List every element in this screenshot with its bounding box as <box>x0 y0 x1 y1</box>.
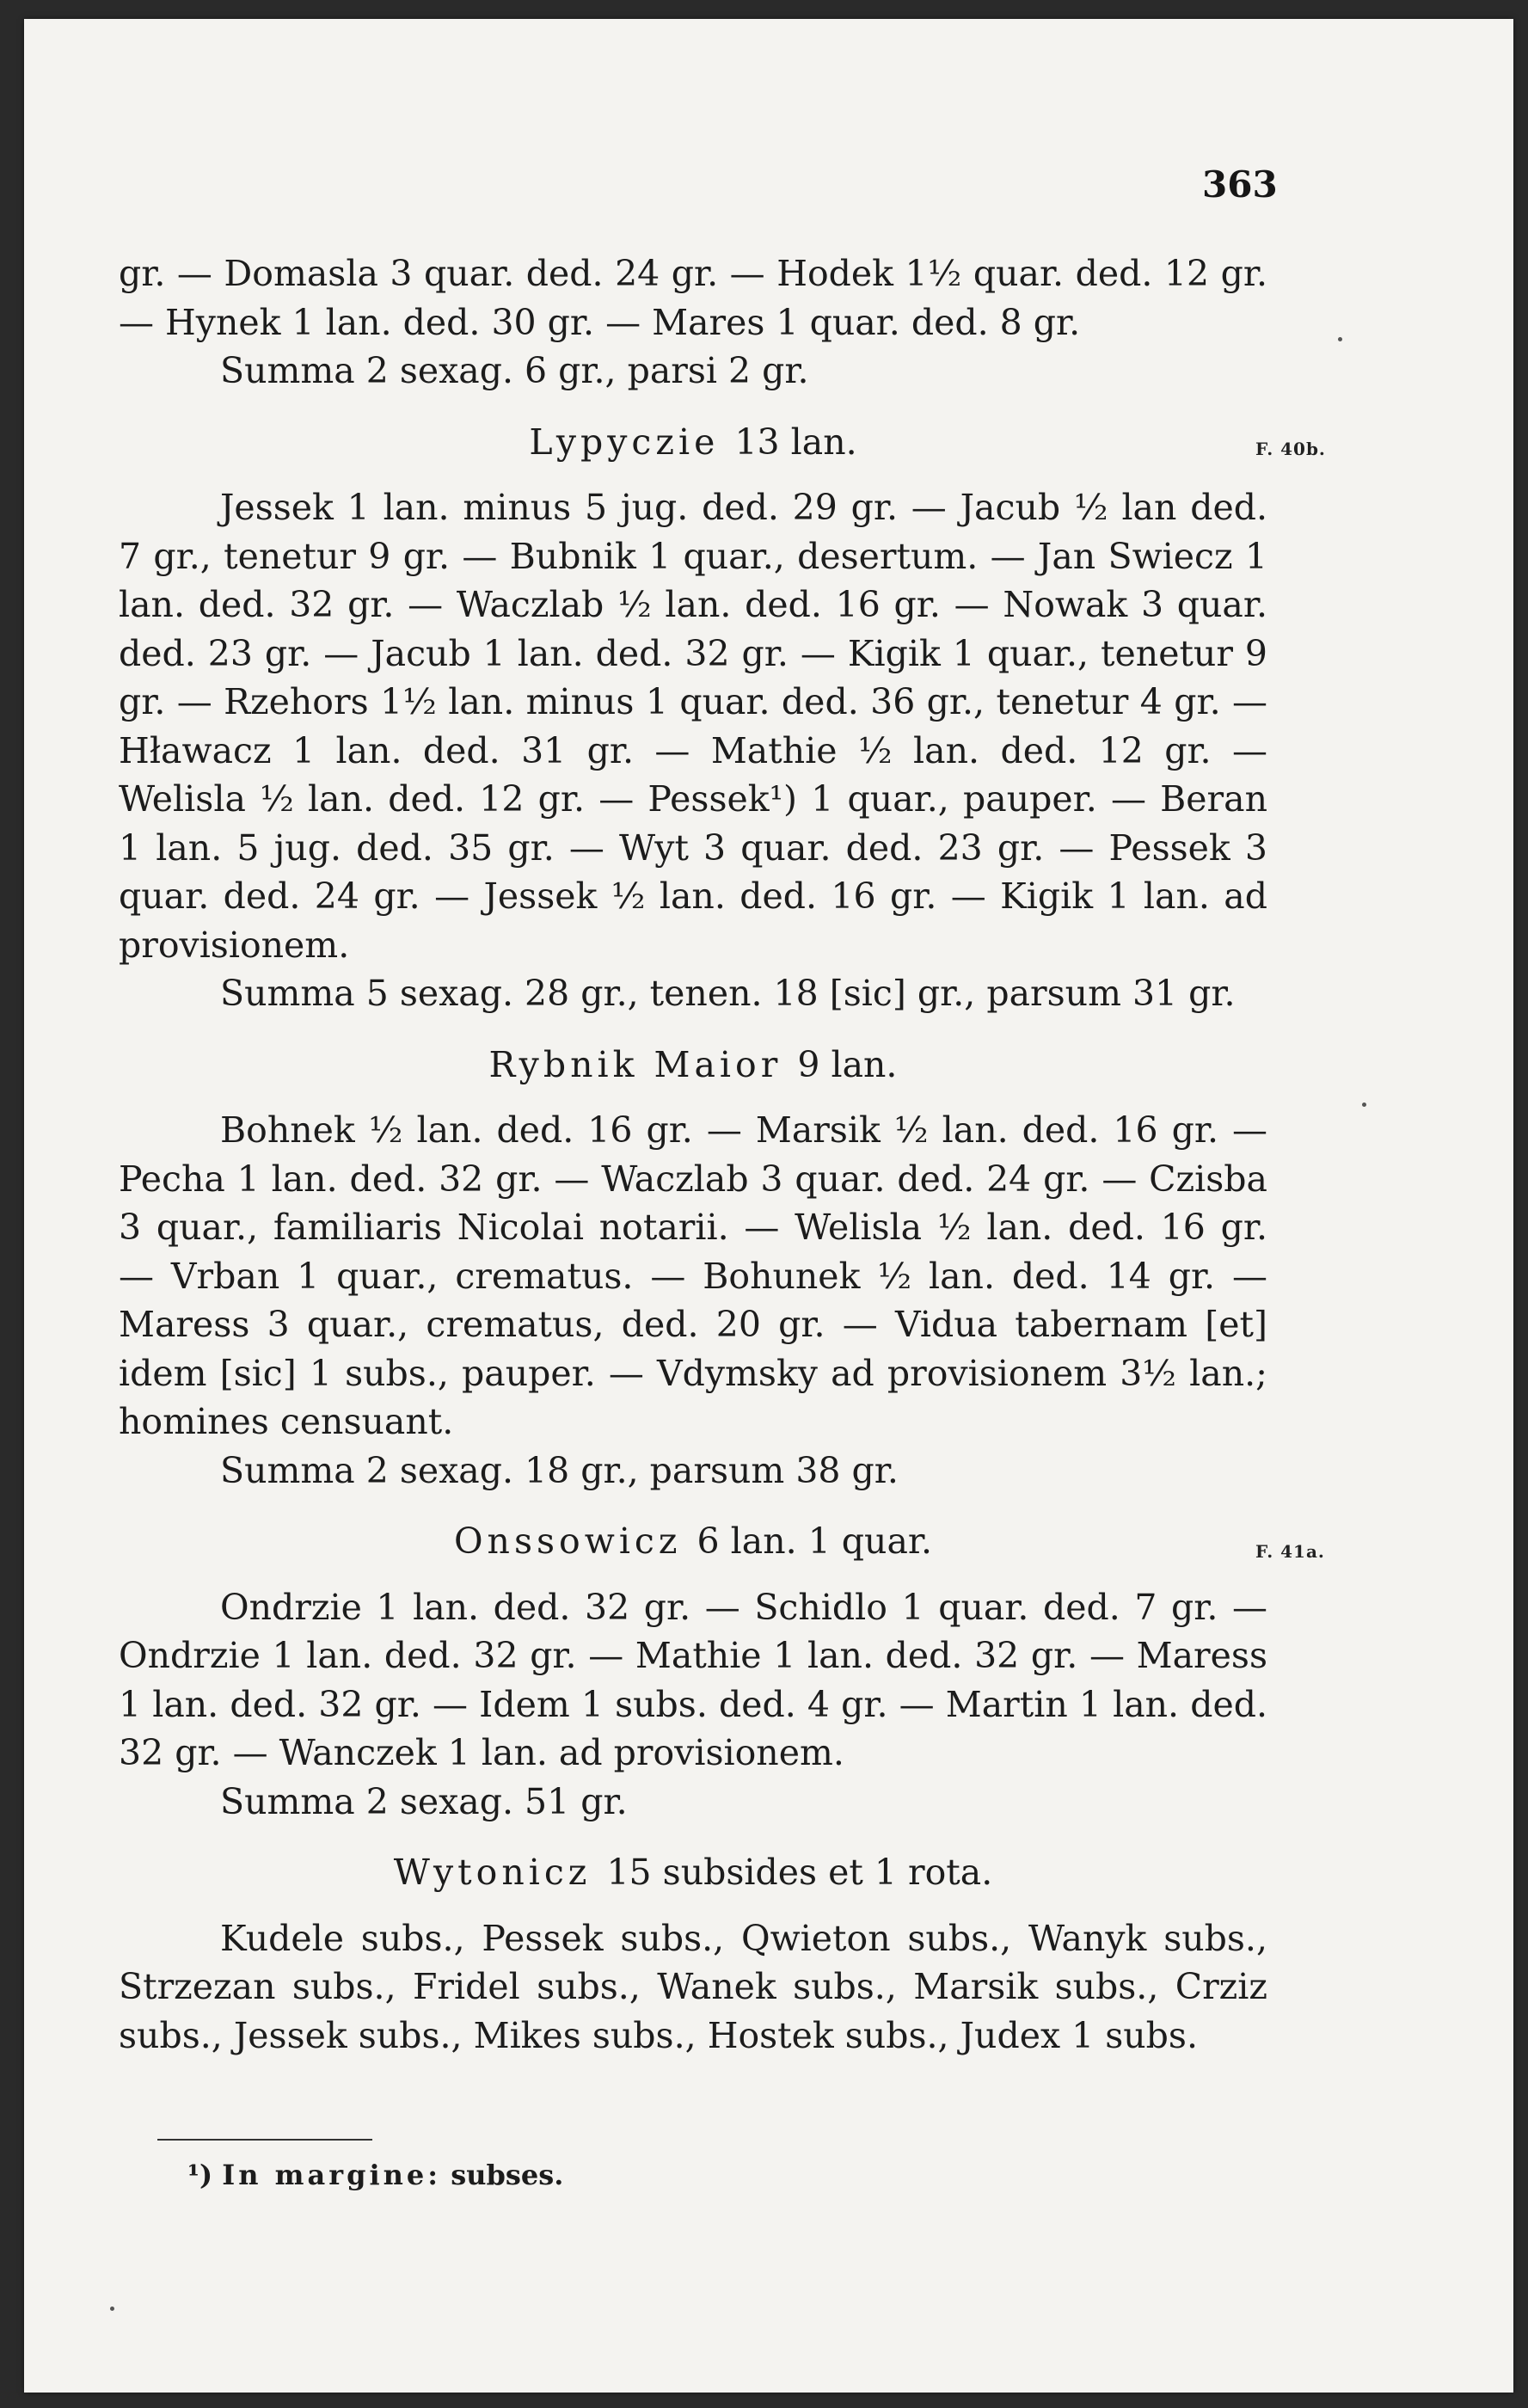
section-heading-wytonicz <box>119 1848 1267 1897</box>
section-title: Rybnik Maior <box>488 1043 782 1085</box>
page-number: 363 <box>1202 163 1278 206</box>
section-heading-rybnik-maior <box>119 1041 1267 1090</box>
section-heading-onssowicz <box>119 1517 1267 1566</box>
footnote-divider <box>157 2139 372 2141</box>
margin-note-folio-41a: F. 41a. <box>1255 1541 1325 1562</box>
section-count: 15 subsides et 1 rota. <box>606 1852 993 1893</box>
section-body-rybnik-maior: Bohnek ½ lan. ded. 16 gr. — Marsik ½ lan. ded. 16 gr. — Pecha 1 lan. ded. 32 gr. — Waczlab 3 quar. ded. 24 gr. — Czisba 3 quar., familiaris Nicolai notarii. — Welisla ½ lan. ded. 16 gr. — Vrban 1 quar., crematus. — Bohunek ½ lan. ded. 14 gr. — Maress 3 quar., crematus, ded. 20 gr. — Vidua tabernam [et] idem [sic] 1 subs., pauper. — Vdymsky ad provisionem 3½ lan.; homines censuant. <box>119 1109 1267 1442</box>
section-summa-rybnik-maior: Summa 2 sexag. 18 gr., parsum 38 gr. <box>220 1449 899 1491</box>
section-body-onssowicz: Ondrzie 1 lan. ded. 32 gr. — Schidlo 1 quar. ded. 7 gr. — Ondrzie 1 lan. ded. 32 gr. — Mathie 1 lan. ded. 32 gr. — Maress 1 lan. ded. 32 gr. — Idem 1 subs. ded. 4 gr. — Martin 1 lan. ded. 32 gr. — Wanczek 1 lan. ad provisionem. <box>119 1586 1267 1773</box>
section-summa-lypyczie: Summa 5 sexag. 28 gr., tenen. 18 [sic] gr., parsum 31 gr. <box>220 973 1236 1014</box>
section-title: Onssowicz <box>453 1520 682 1562</box>
scan-speck <box>110 2307 114 2311</box>
section-title: Wytonicz <box>393 1852 592 1893</box>
intro-paragraph: gr. — Domasla 3 quar. ded. 24 gr. — Hodek 1½ quar. ded. 12 gr. — Hynek 1 lan. ded. 30 gr. — Mares 1 quar. ded. 8 gr. <box>119 253 1267 343</box>
footnote-text: subses. <box>451 2159 564 2191</box>
section-count: 9 lan. <box>797 1043 898 1085</box>
document-page <box>24 19 1513 2393</box>
section-title: Lypyczie <box>529 421 720 463</box>
margin-note-folio-40b: F. 40b. <box>1255 439 1326 459</box>
scan-speck <box>1338 337 1342 341</box>
section-body-lypyczie: Jessek 1 lan. minus 5 jug. ded. 29 gr. — Jacub ½ lan ded. 7 gr., tenetur 9 gr. — Bubnik 1 quar., desertum. — Jan Swiecz 1 lan. ded. 32 gr. — Waczlab ½ lan. ded. 16 gr. — Nowak 3 quar. ded. 23 gr. — Jacub 1 lan. ded. 32 gr. — Kigik 1 quar., tenetur 9 gr. — Rzehors 1½ lan. minus 1 quar. ded. 36 gr., tenetur 4 gr. — Hławacz 1 lan. ded. 31 gr. — Mathie ½ lan. ded. 12 gr. — Welisla ½ lan. ded. 12 gr. — Pessek¹) 1 quar., pauper. — Beran 1 lan. 5 jug. ded. 35 gr. — Wyt 3 quar. ded. 23 gr. — Pessek 3 quar. ded. 24 gr. — Jessek ½ lan. ded. 16 gr. — Kigik 1 lan. ad provisionem. <box>119 487 1267 966</box>
section-summa-onssowicz: Summa 2 sexag. 51 gr. <box>220 1780 628 1822</box>
section-count: 6 lan. 1 quar. <box>696 1520 933 1562</box>
intro-summa: Summa 2 sexag. 6 gr., parsi 2 gr. <box>220 350 809 391</box>
main-text <box>119 249 1267 2060</box>
scan-speck <box>1362 1103 1366 1107</box>
section-body-wytonicz: Kudele subs., Pessek subs., Qwieton subs., Wanyk subs., Strzezan subs., Fridel subs., Wanek subs., Marsik subs., Crziz subs., Jessek subs., Mikes subs., Hostek subs., Judex 1 subs. <box>119 1917 1267 2056</box>
section-count: 13 lan. <box>734 421 857 463</box>
section-heading-lypyczie <box>119 418 1267 467</box>
footnote <box>187 2159 563 2191</box>
footnote-label: In margine: <box>222 2159 442 2191</box>
footnote-marker: ¹) <box>187 2159 213 2191</box>
